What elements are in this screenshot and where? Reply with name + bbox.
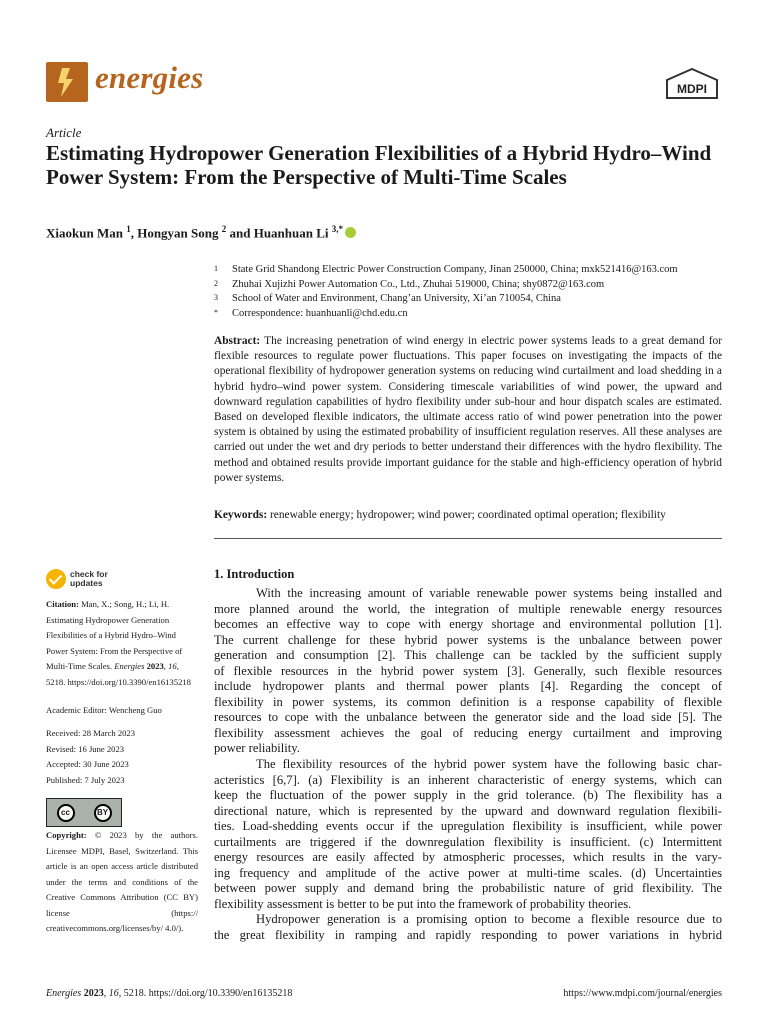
author-affil: 1 [126, 224, 131, 234]
citation-label: Citation: [46, 599, 79, 609]
mdpi-logo [666, 68, 718, 102]
check-updates-icon [46, 569, 66, 589]
author-affil: 2 [221, 224, 227, 234]
affiliations [214, 263, 678, 321]
citation-block: Citation: Man, X.; Song, H.; Li, H. Estimating Hydropower Generation Flexibilities of a Hybrid Hydro–Wind Power System: From the Perspective of Multi-Time Scales. Energies 2023, 16, 5218. https://doi.org/10.3390/en16135218 [46, 599, 191, 687]
author-name: Xiaokun Man [46, 225, 123, 241]
author-list: Xiaokun Man $^1$, Hongyan Song $^2$ and Huanhuan Li $^{3,*}$ [46, 224, 356, 241]
author-and: and [229, 225, 251, 241]
affiliation-row: 2 Zhuhai Xujizhi Power Automation Co., Ltd., Zhuhai 519000, China; shy0872@163.com [214, 278, 605, 290]
body-line: power reliability. [214, 741, 300, 756]
body-line: becomes an effective way to cope with energy shortage and environmental pollution [1]. [214, 617, 722, 632]
abstract [214, 334, 722, 486]
article-title: Estimating Hydropower Generation Flexibilities of a Hybrid Hydro–Wind Power System: From the Perspective of Multi-Time Scales [46, 141, 712, 189]
keywords-label: Keywords: [214, 509, 268, 521]
body-line: ties. Load-shedding events occur if the upregulation flexibility is insufficient, while power [214, 819, 722, 834]
body-line: The flexibility resources of the hybrid power system have the following basic char- [256, 757, 722, 772]
body-line: include hydropower plants and thermal power plants [4]. Regarding the concept of [214, 679, 722, 694]
academic-editor: Academic Editor: Wencheng Guo [46, 705, 162, 715]
keywords-text: renewable energy; hydropower; wind power; coordinated optimal operation; flexibility [270, 509, 666, 521]
journal-name: energies [95, 60, 204, 95]
check-updates-line: updates [70, 578, 103, 588]
body-line: more planned around the world, the integration of multiple renewable energy resources [214, 601, 722, 616]
body-line: With the increasing amount of variable renewable power systems being installed and [256, 586, 722, 600]
footer-journal-link[interactable]: https://www.mdpi.com/journal/energies [563, 988, 722, 999]
body-text [214, 586, 722, 944]
date-accepted: Accepted: 30 June 2023 [46, 759, 129, 769]
body-line: resources to cope with the unbalance between the generator side and the load side [5]. The [214, 710, 722, 725]
author-name: Huanhuan Li [253, 225, 329, 241]
journal-logo-icon [46, 62, 88, 102]
body-line: curtailments are triggered if the downregulation flexibility is insufficient. (c) Intermittent [214, 834, 722, 849]
orcid-icon[interactable] [345, 227, 356, 238]
body-line: Hydropower generation is a promising option to become a flexible resource due to [256, 912, 722, 927]
cc-icon: cc [57, 804, 75, 822]
copyright-block: Copyright: © 2023 by the authors. Licensee MDPI, Basel, Switzerland. This article is an open access article distributed under the terms and conditions of the Creative Commons Attribution (CC BY) license (https:// creativecommons.org/licenses/by/ 4.0/). [46, 830, 198, 933]
body-line: between power supply and demand bring the probabilistic nature of grid flexibility. The [214, 881, 722, 896]
keywords [214, 508, 722, 523]
body-line: energy resources are easily affected by atmospheric processes, which results in the vary- [214, 850, 722, 865]
body-line: of flexible resources in the hybrid power system [3]. Generally, such flexible resources [214, 663, 722, 678]
author-affil: 3,* [331, 224, 344, 234]
check-updates-line: check for [70, 569, 108, 579]
body-line: the great flexibility in ramping and rapidly responding to power variations in hybrid [214, 928, 722, 943]
publication-dates [46, 726, 198, 788]
by-icon: BY [94, 804, 112, 822]
footer-citation: Energies 2023, 16, 5218. https://doi.org/10.3390/en16135218 [46, 988, 293, 999]
body-line: acteristics [6,7]. (a) Flexibility is an inherent characteristic of energy systems, which can [214, 772, 722, 787]
body-line: The current challenge for these hybrid power systems is the unbalance between power [214, 632, 722, 647]
mdpi-label: MDPI [677, 82, 707, 96]
article-type: Article [46, 125, 82, 140]
abstract-label: Abstract: [214, 335, 261, 347]
cc-by-license-badge[interactable] [46, 798, 122, 827]
date-revised: Revised: 16 June 2023 [46, 743, 125, 754]
date-published: Published: 7 July 2023 [46, 774, 125, 785]
body-line: flexibility assessment achieves the goal of reducing energy curtailment and improving [214, 725, 722, 740]
check-for-updates-button[interactable] [46, 569, 108, 589]
body-line: generation and consumption [2]. This challenge can be tackled by the sufficient supply [214, 648, 722, 663]
author-name: Hongyan Song [137, 225, 219, 241]
affiliation-row: 1 State Grid Shandong Electric Power Construction Company, Jinan 250000, China; mxk521416@163.com [214, 264, 678, 275]
date-received: Received: 28 March 2023 [46, 728, 136, 738]
copyright-label: Copyright: [46, 830, 87, 840]
section-heading: 1. Introduction [214, 567, 295, 581]
affiliation-row: * Correspondence: huanhuanli@chd.edu.cn [214, 307, 408, 319]
body-line: ing frequency and amplitude of the active power at multi-time scales. (d) Uncertainties [214, 865, 722, 880]
body-line: keep the fluctuation of the power supply in the grid tolerance. (b) The flexibility has a [214, 788, 722, 803]
affiliation-row: 3 School of Water and Environment, Chang’an University, Xi’an 710054, China [214, 293, 561, 304]
abstract-text: The increasing penetration of wind energy in electric power systems leads to a great demand for flexible resources to regulate power fluctuations. This paper focuses on investigating the impacts of the operational flexibility of hydropower generation systems on reducing wind curtailment and load shedding in a hybrid hydro–wind power system. Considering timescale variabilities of wind power, the upward and downward regulation capabilities of hydro flexibility under sub-hour and hour dispatch scales are estimated. Based on developed flexible indicators, the ultimate access ratio of wind power penetration into the power system is obtained by using the estimated probability of insufficient regulation reserves. All these analyses are carried out under the wet and dry periods to better understand their differences with the hydro flexibility. The method and obtained results provide important guidance for the stable and high-efficiency operation of hybrid power systems. [214, 335, 722, 484]
body-line: flexibility in power systems, its common definition is a response capability of flexible [214, 694, 722, 709]
body-line: flexibility assessment is better to be put into the framework of probability theories. [214, 896, 632, 911]
body-line: directional nature, which is represented by the upward and downward regulation flexibili- [214, 803, 722, 818]
divider [214, 538, 722, 539]
